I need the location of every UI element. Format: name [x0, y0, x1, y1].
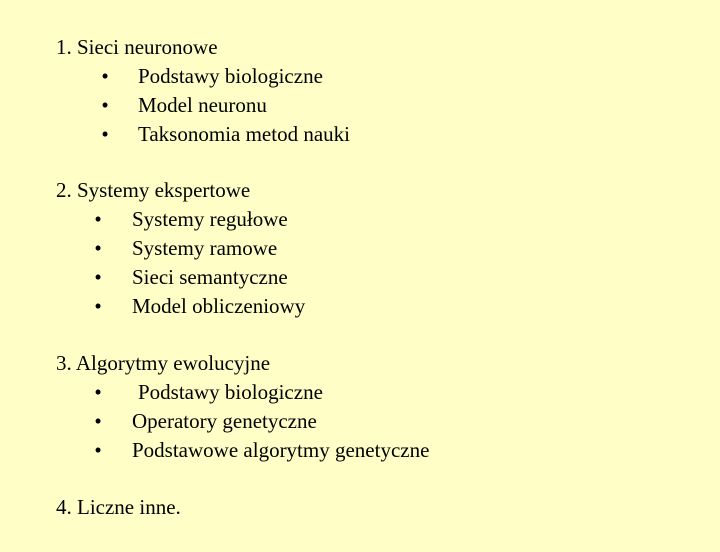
list-item-text: Podstawy biologiczne: [138, 380, 323, 404]
section-systemy-ekspertowe: [56, 176, 306, 321]
list-item: [56, 91, 267, 120]
bullet-icon: •: [101, 93, 109, 117]
bullet-icon: •: [94, 380, 102, 404]
section-algorytmy-ewolucyjne: [56, 349, 430, 465]
list-item: [56, 263, 288, 292]
section-heading: 1. Sieci neuronowe: [56, 35, 218, 59]
bullet-icon: •: [94, 236, 102, 260]
list-item-text: Model neuronu: [138, 93, 267, 117]
section-heading: 4. Liczne inne.: [56, 495, 181, 519]
bullet-icon: •: [94, 265, 102, 289]
list-item-text: Systemy ramowe: [132, 236, 278, 260]
section-sieci-neuronowe: [56, 33, 350, 149]
list-item: [56, 378, 323, 407]
list-item-text: Operatory genetyczne: [132, 409, 317, 433]
bullet-icon: •: [94, 438, 102, 462]
list-item: [56, 436, 430, 465]
list-item: [56, 120, 350, 149]
bullet-icon: •: [94, 294, 102, 318]
section-heading: 2. Systemy ekspertowe: [56, 178, 251, 202]
bullet-icon: •: [101, 64, 109, 88]
list-item: [56, 292, 306, 321]
list-item: [56, 234, 278, 263]
list-item-text: Sieci semantyczne: [132, 265, 288, 289]
list-item-text: Systemy regułowe: [132, 207, 288, 231]
list-item-text: Model obliczeniowy: [132, 294, 306, 318]
bullet-icon: •: [94, 207, 102, 231]
list-item-text: Podstawowe algorytmy genetyczne: [132, 438, 430, 462]
list-item: [56, 205, 288, 234]
list-item-text: Podstawy biologiczne: [138, 64, 323, 88]
section-liczne-inne: [56, 493, 181, 522]
bullet-icon: •: [101, 122, 109, 146]
list-item-text: Taksonomia metod nauki: [138, 122, 350, 146]
list-item: [56, 407, 317, 436]
bullet-icon: •: [94, 409, 102, 433]
list-item: [56, 62, 323, 91]
section-heading: 3. Algorytmy ewolucyjne: [56, 351, 271, 375]
